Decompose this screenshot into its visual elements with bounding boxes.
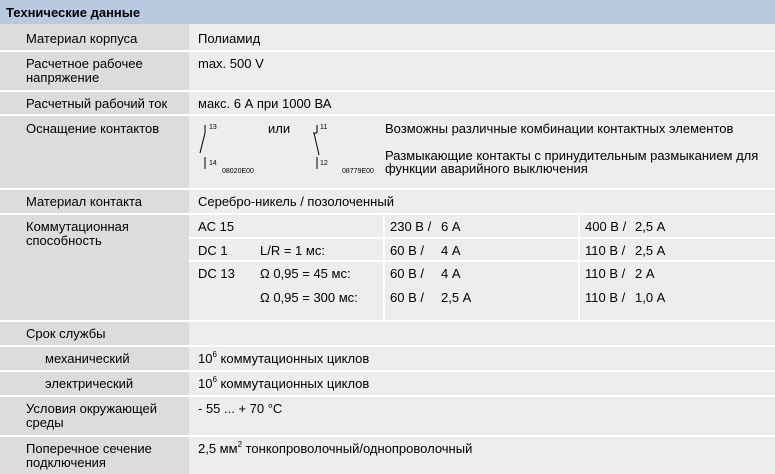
rated-voltage-label: Расчетное рабочее xyxy=(26,56,143,71)
contact1-code: 08020E00 xyxy=(222,168,254,175)
switching-voltage: 230 В / xyxy=(390,219,432,234)
section-title: Технические данные xyxy=(6,5,141,20)
switching-current: 4 А xyxy=(441,266,461,281)
switching-voltage: 110 В / xyxy=(585,290,626,305)
row-divider xyxy=(0,320,775,322)
switching-voltage: 110 В / xyxy=(585,266,626,281)
switching-current: 2 А xyxy=(635,266,655,281)
electrical-life-label: электрический xyxy=(45,376,134,391)
rated-voltage-label: напряжение xyxy=(26,70,100,85)
row-divider xyxy=(0,90,775,92)
switching-voltage: 400 В / xyxy=(585,219,627,234)
electrical-life-value: $10^6$ коммутационных циклов xyxy=(198,374,370,391)
column-divider xyxy=(383,213,385,320)
contacts-note: Размыкающие контакты с принудительным размыканием для xyxy=(385,148,759,163)
ambient-label: среды xyxy=(26,415,64,430)
cross-section-label: Поперечное сечение xyxy=(26,441,152,456)
switching-condition: Ω 0,95 = 45 мс: xyxy=(260,266,351,281)
switching-current: 6 А xyxy=(441,219,461,234)
contact-material-value: Серебро-никель / позолоченный xyxy=(198,194,394,209)
service-life-label: Срок службы xyxy=(26,326,106,341)
switching-label: способность xyxy=(26,233,102,248)
switching-condition: L/R = 1 мс: xyxy=(260,243,325,258)
column-divider xyxy=(578,213,580,320)
switching-voltage: 110 В / xyxy=(585,243,626,258)
contact1-top-number: 13 xyxy=(209,124,217,131)
switching-condition: Ω 0,95 = 300 мс: xyxy=(260,290,358,305)
contacts-label: Оснащение контактов xyxy=(26,121,160,136)
cross-section-label: подключения xyxy=(26,455,106,470)
mechanical-life-value: $10^6$ коммутационных циклов xyxy=(198,349,370,366)
row-divider xyxy=(0,114,775,116)
switching-type: AC 15 xyxy=(198,219,235,234)
switching-current: 1,0 А xyxy=(635,290,666,305)
switching-current: 2,5 А xyxy=(635,219,666,234)
contact2-code: 08779E00 xyxy=(342,168,374,175)
contact2-bottom-number: 12 xyxy=(320,160,328,167)
row-divider xyxy=(0,188,775,190)
contact1-bottom-number: 14 xyxy=(209,160,217,167)
contact2-top-number: 11 xyxy=(320,124,328,131)
ambient-value: - 55 ... + 70 °C xyxy=(198,401,283,416)
rated-current-value: макс. 6 А при 1000 ВА xyxy=(198,96,332,111)
contacts-note: Возможны различные комбинации контактных элементов xyxy=(385,121,734,136)
contact-material-label: Материал контакта xyxy=(26,194,143,209)
switching-voltage: 60 В / xyxy=(390,266,424,281)
section-header xyxy=(0,0,775,24)
mechanical-life-label: механический xyxy=(45,351,130,366)
switching-current: 4 А xyxy=(441,243,461,258)
switching-label: Коммутационная xyxy=(26,219,129,234)
switching-type: DC 1 xyxy=(198,243,228,258)
housing-material-value: Полиамид xyxy=(198,31,261,46)
switching-current: 2,5 А xyxy=(441,290,472,305)
rated-voltage-value: max. 500 V xyxy=(198,56,264,71)
switching-voltage: 60 В / xyxy=(390,290,424,305)
row-divider xyxy=(0,370,775,372)
or-text: или xyxy=(268,121,291,136)
rated-current-label: Расчетный рабочий ток xyxy=(26,96,168,111)
row-divider xyxy=(189,237,775,239)
switching-voltage: 60 В / xyxy=(390,243,424,258)
cross-section-value: 2,5 $мм^2$ тонкопроволочный/однопроволочный xyxy=(198,439,473,456)
contacts-note: функции аварийного выключения xyxy=(385,161,588,176)
row-divider xyxy=(0,435,775,437)
row-divider xyxy=(189,260,775,262)
row-divider xyxy=(0,395,775,397)
row-divider xyxy=(0,50,775,52)
row-divider xyxy=(0,213,775,215)
switching-type: DC 13 xyxy=(198,266,235,281)
housing-material-label: Материал корпуса xyxy=(26,31,138,46)
row-divider xyxy=(0,345,775,347)
switching-current: 2,5 А xyxy=(635,243,666,258)
ambient-label: Условия окружающей xyxy=(26,401,158,416)
